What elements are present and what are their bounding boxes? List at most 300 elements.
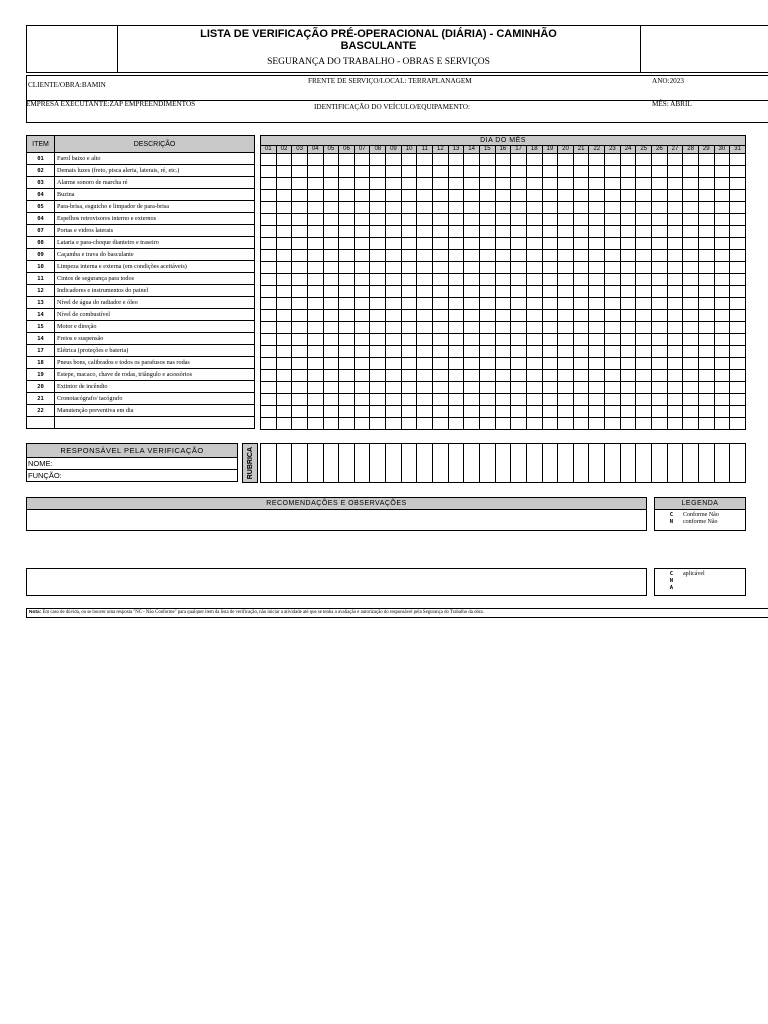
day-check-cell[interactable] [495,346,511,358]
day-check-cell[interactable] [479,250,495,262]
day-check-cell[interactable] [433,370,449,382]
day-check-cell[interactable] [558,154,574,166]
day-check-cell[interactable] [558,214,574,226]
day-check-cell[interactable] [495,238,511,250]
day-check-cell[interactable] [433,346,449,358]
day-check-cell[interactable] [370,250,386,262]
day-check-cell[interactable] [636,178,652,190]
day-check-cell[interactable] [370,154,386,166]
day-check-cell[interactable] [495,262,511,274]
day-check-cell[interactable] [589,286,605,298]
day-check-cell[interactable] [620,214,636,226]
day-check-cell[interactable] [261,286,277,298]
day-check-cell[interactable] [511,418,527,430]
day-check-cell[interactable] [683,166,699,178]
day-check-cell[interactable] [370,358,386,370]
day-check-cell[interactable] [307,202,323,214]
day-check-cell[interactable] [698,310,714,322]
day-check-cell[interactable] [417,226,433,238]
day-check-cell[interactable] [261,394,277,406]
day-check-cell[interactable] [667,226,683,238]
day-check-cell[interactable] [276,274,292,286]
rubrica-cell[interactable] [730,444,746,483]
day-check-cell[interactable] [464,202,480,214]
day-check-cell[interactable] [558,262,574,274]
day-check-cell[interactable] [605,250,621,262]
day-check-cell[interactable] [401,262,417,274]
day-check-cell[interactable] [526,238,542,250]
day-check-cell[interactable] [730,214,746,226]
day-check-cell[interactable] [714,214,730,226]
day-check-cell[interactable] [370,370,386,382]
day-check-cell[interactable] [542,418,558,430]
day-check-cell[interactable] [698,358,714,370]
day-check-cell[interactable] [386,166,402,178]
day-check-cell[interactable] [464,262,480,274]
day-check-cell[interactable] [307,178,323,190]
day-check-cell[interactable] [464,226,480,238]
day-check-cell[interactable] [683,286,699,298]
day-check-cell[interactable] [636,310,652,322]
day-check-cell[interactable] [417,334,433,346]
day-check-cell[interactable] [511,166,527,178]
day-check-cell[interactable] [652,154,668,166]
day-check-cell[interactable] [370,418,386,430]
day-check-cell[interactable] [698,334,714,346]
day-check-cell[interactable] [261,262,277,274]
day-check-cell[interactable] [292,394,308,406]
day-check-cell[interactable] [558,202,574,214]
day-check-cell[interactable] [714,310,730,322]
day-check-cell[interactable] [542,274,558,286]
rubrica-cell[interactable] [698,444,714,483]
day-check-cell[interactable] [307,394,323,406]
day-check-cell[interactable] [652,298,668,310]
day-check-cell[interactable] [339,274,355,286]
day-check-cell[interactable] [417,394,433,406]
day-check-cell[interactable] [479,358,495,370]
day-check-cell[interactable] [339,286,355,298]
rubrica-cell[interactable] [573,444,589,483]
day-check-cell[interactable] [495,178,511,190]
day-check-cell[interactable] [417,250,433,262]
day-check-cell[interactable] [276,226,292,238]
day-check-cell[interactable] [667,310,683,322]
day-check-cell[interactable] [261,190,277,202]
day-check-cell[interactable] [620,238,636,250]
day-check-cell[interactable] [401,358,417,370]
day-check-cell[interactable] [292,214,308,226]
day-check-cell[interactable] [495,298,511,310]
day-check-cell[interactable] [433,226,449,238]
day-check-cell[interactable] [307,334,323,346]
day-check-cell[interactable] [448,202,464,214]
day-check-cell[interactable] [636,238,652,250]
day-check-cell[interactable] [698,382,714,394]
recomendacoes-area[interactable] [26,509,647,531]
funcao-field[interactable]: FUNÇÃO: [27,470,238,482]
day-check-cell[interactable] [276,382,292,394]
day-check-cell[interactable] [276,178,292,190]
day-check-cell[interactable] [479,322,495,334]
day-check-cell[interactable] [417,262,433,274]
day-check-cell[interactable] [526,310,542,322]
day-check-cell[interactable] [323,334,339,346]
day-check-cell[interactable] [714,190,730,202]
day-check-cell[interactable] [292,286,308,298]
day-check-cell[interactable] [589,238,605,250]
day-check-cell[interactable] [261,322,277,334]
day-check-cell[interactable] [573,202,589,214]
day-check-cell[interactable] [292,190,308,202]
day-check-cell[interactable] [558,382,574,394]
day-check-cell[interactable] [292,250,308,262]
day-check-cell[interactable] [448,178,464,190]
day-check-cell[interactable] [354,382,370,394]
day-check-cell[interactable] [323,238,339,250]
day-check-cell[interactable] [698,406,714,418]
rubrica-cell[interactable] [714,444,730,483]
day-check-cell[interactable] [307,370,323,382]
day-check-cell[interactable] [433,202,449,214]
day-check-cell[interactable] [714,358,730,370]
day-check-cell[interactable] [433,250,449,262]
day-check-cell[interactable] [448,358,464,370]
day-check-cell[interactable] [307,298,323,310]
day-check-cell[interactable] [605,382,621,394]
rubrica-cell[interactable] [370,444,386,483]
day-check-cell[interactable] [495,382,511,394]
rubrica-cell[interactable] [464,444,480,483]
day-check-cell[interactable] [667,202,683,214]
day-check-cell[interactable] [636,298,652,310]
day-check-cell[interactable] [511,286,527,298]
day-check-cell[interactable] [495,334,511,346]
day-check-cell[interactable] [542,250,558,262]
day-check-cell[interactable] [667,190,683,202]
day-check-cell[interactable] [573,394,589,406]
day-check-cell[interactable] [292,202,308,214]
day-check-cell[interactable] [261,250,277,262]
day-check-cell[interactable] [730,382,746,394]
day-check-cell[interactable] [464,298,480,310]
day-check-cell[interactable] [605,394,621,406]
day-check-cell[interactable] [511,358,527,370]
day-check-cell[interactable] [698,202,714,214]
day-check-cell[interactable] [401,202,417,214]
day-check-cell[interactable] [370,406,386,418]
day-check-cell[interactable] [620,178,636,190]
day-check-cell[interactable] [339,298,355,310]
day-check-cell[interactable] [339,406,355,418]
day-check-cell[interactable] [339,382,355,394]
day-check-cell[interactable] [323,394,339,406]
day-check-cell[interactable] [526,226,542,238]
day-check-cell[interactable] [354,190,370,202]
day-check-cell[interactable] [605,310,621,322]
day-check-cell[interactable] [636,406,652,418]
day-check-cell[interactable] [714,262,730,274]
day-check-cell[interactable] [464,382,480,394]
day-check-cell[interactable] [401,310,417,322]
day-check-cell[interactable] [417,178,433,190]
day-check-cell[interactable] [667,178,683,190]
day-check-cell[interactable] [698,226,714,238]
day-check-cell[interactable] [526,154,542,166]
day-check-cell[interactable] [589,214,605,226]
day-check-cell[interactable] [605,370,621,382]
day-check-cell[interactable] [667,250,683,262]
day-check-cell[interactable] [261,382,277,394]
day-check-cell[interactable] [339,310,355,322]
day-check-cell[interactable] [386,382,402,394]
day-check-cell[interactable] [730,202,746,214]
day-check-cell[interactable] [495,250,511,262]
day-check-cell[interactable] [526,298,542,310]
day-check-cell[interactable] [683,238,699,250]
day-check-cell[interactable] [417,202,433,214]
day-check-cell[interactable] [386,154,402,166]
day-check-cell[interactable] [433,298,449,310]
day-check-cell[interactable] [292,406,308,418]
day-check-cell[interactable] [495,394,511,406]
day-check-cell[interactable] [261,358,277,370]
day-check-cell[interactable] [652,178,668,190]
day-check-cell[interactable] [714,394,730,406]
day-check-cell[interactable] [433,418,449,430]
day-check-cell[interactable] [261,154,277,166]
day-check-cell[interactable] [261,166,277,178]
identificacao-field[interactable]: IDENTIFICAÇÃO DO VEÍCULO/EQUIPAMENTO: [314,103,470,111]
day-check-cell[interactable] [526,322,542,334]
day-check-cell[interactable] [323,370,339,382]
day-check-cell[interactable] [370,202,386,214]
day-check-cell[interactable] [511,274,527,286]
rubrica-cell[interactable] [448,444,464,483]
day-check-cell[interactable] [620,322,636,334]
day-check-cell[interactable] [448,154,464,166]
day-check-cell[interactable] [479,226,495,238]
day-check-cell[interactable] [276,238,292,250]
day-check-cell[interactable] [370,274,386,286]
day-check-cell[interactable] [526,334,542,346]
day-check-cell[interactable] [307,322,323,334]
rubrica-cell[interactable] [386,444,402,483]
day-check-cell[interactable] [354,286,370,298]
day-check-cell[interactable] [339,190,355,202]
day-check-cell[interactable] [386,394,402,406]
day-check-cell[interactable] [511,226,527,238]
day-check-cell[interactable] [542,298,558,310]
day-check-cell[interactable] [683,190,699,202]
day-check-cell[interactable] [589,262,605,274]
day-check-cell[interactable] [448,238,464,250]
day-check-cell[interactable] [526,262,542,274]
day-check-cell[interactable] [652,238,668,250]
day-check-cell[interactable] [386,346,402,358]
day-check-cell[interactable] [620,382,636,394]
day-check-cell[interactable] [401,190,417,202]
day-check-cell[interactable] [730,238,746,250]
day-check-cell[interactable] [698,250,714,262]
day-check-cell[interactable] [417,310,433,322]
day-check-cell[interactable] [683,250,699,262]
day-check-cell[interactable] [495,406,511,418]
day-check-cell[interactable] [479,346,495,358]
day-check-cell[interactable] [573,310,589,322]
day-check-cell[interactable] [667,214,683,226]
day-check-cell[interactable] [605,334,621,346]
day-check-cell[interactable] [620,370,636,382]
day-check-cell[interactable] [276,190,292,202]
day-check-cell[interactable] [276,298,292,310]
day-check-cell[interactable] [433,190,449,202]
day-check-cell[interactable] [714,382,730,394]
day-check-cell[interactable] [479,334,495,346]
day-check-cell[interactable] [386,190,402,202]
day-check-cell[interactable] [448,418,464,430]
day-check-cell[interactable] [667,370,683,382]
day-check-cell[interactable] [339,418,355,430]
day-check-cell[interactable] [479,214,495,226]
day-check-cell[interactable] [698,154,714,166]
day-check-cell[interactable] [433,382,449,394]
day-check-cell[interactable] [667,406,683,418]
rubrica-cell[interactable] [667,444,683,483]
day-check-cell[interactable] [370,190,386,202]
day-check-cell[interactable] [683,178,699,190]
day-check-cell[interactable] [511,298,527,310]
day-check-cell[interactable] [464,238,480,250]
day-check-cell[interactable] [730,190,746,202]
rubrica-cell[interactable] [323,444,339,483]
day-check-cell[interactable] [573,406,589,418]
day-check-cell[interactable] [730,406,746,418]
day-check-cell[interactable] [652,274,668,286]
day-check-cell[interactable] [605,286,621,298]
day-check-cell[interactable] [339,370,355,382]
day-check-cell[interactable] [323,214,339,226]
day-check-cell[interactable] [589,202,605,214]
day-check-cell[interactable] [417,358,433,370]
day-check-cell[interactable] [511,346,527,358]
day-check-cell[interactable] [464,286,480,298]
day-check-cell[interactable] [636,154,652,166]
day-check-cell[interactable] [714,166,730,178]
day-check-cell[interactable] [605,190,621,202]
day-check-cell[interactable] [573,250,589,262]
day-check-cell[interactable] [370,286,386,298]
day-check-cell[interactable] [479,382,495,394]
day-check-cell[interactable] [636,418,652,430]
day-check-cell[interactable] [386,214,402,226]
day-check-cell[interactable] [464,418,480,430]
day-check-cell[interactable] [730,334,746,346]
day-check-cell[interactable] [730,178,746,190]
day-check-cell[interactable] [370,262,386,274]
day-check-cell[interactable] [558,322,574,334]
day-check-cell[interactable] [620,202,636,214]
day-check-cell[interactable] [323,190,339,202]
day-check-cell[interactable] [573,346,589,358]
day-check-cell[interactable] [636,370,652,382]
day-check-cell[interactable] [386,406,402,418]
day-check-cell[interactable] [448,190,464,202]
rubrica-cell[interactable] [307,444,323,483]
day-check-cell[interactable] [589,190,605,202]
day-check-cell[interactable] [526,418,542,430]
day-check-cell[interactable] [323,226,339,238]
day-check-cell[interactable] [652,406,668,418]
day-check-cell[interactable] [620,262,636,274]
day-check-cell[interactable] [542,226,558,238]
day-check-cell[interactable] [511,370,527,382]
day-check-cell[interactable] [479,406,495,418]
rubrica-cell[interactable] [339,444,355,483]
day-check-cell[interactable] [370,226,386,238]
day-check-cell[interactable] [698,298,714,310]
rubrica-cell[interactable] [511,444,527,483]
day-check-cell[interactable] [276,406,292,418]
day-check-cell[interactable] [605,178,621,190]
day-check-cell[interactable] [573,226,589,238]
day-check-cell[interactable] [339,346,355,358]
day-check-cell[interactable] [573,418,589,430]
day-check-cell[interactable] [292,370,308,382]
day-check-cell[interactable] [667,334,683,346]
nome-field[interactable]: NOME: [27,458,238,470]
day-check-cell[interactable] [620,154,636,166]
rubrica-cell[interactable] [276,444,292,483]
day-check-cell[interactable] [354,370,370,382]
day-check-cell[interactable] [386,334,402,346]
rubrica-cell[interactable] [261,444,277,483]
day-check-cell[interactable] [261,226,277,238]
day-check-cell[interactable] [386,178,402,190]
day-check-cell[interactable] [307,238,323,250]
rubrica-cell[interactable] [433,444,449,483]
day-check-cell[interactable] [667,298,683,310]
day-check-cell[interactable] [323,250,339,262]
day-check-cell[interactable] [495,166,511,178]
day-check-cell[interactable] [636,202,652,214]
day-check-cell[interactable] [339,226,355,238]
day-check-cell[interactable] [698,214,714,226]
day-check-cell[interactable] [276,418,292,430]
day-check-cell[interactable] [558,394,574,406]
day-check-cell[interactable] [605,298,621,310]
day-check-cell[interactable] [479,274,495,286]
day-check-cell[interactable] [683,394,699,406]
day-check-cell[interactable] [542,382,558,394]
day-check-cell[interactable] [636,286,652,298]
day-check-cell[interactable] [464,274,480,286]
day-check-cell[interactable] [667,382,683,394]
day-check-cell[interactable] [448,394,464,406]
day-check-cell[interactable] [558,238,574,250]
day-check-cell[interactable] [276,322,292,334]
day-check-cell[interactable] [714,346,730,358]
day-check-cell[interactable] [698,394,714,406]
day-check-cell[interactable] [683,226,699,238]
day-check-cell[interactable] [479,418,495,430]
rubrica-cell[interactable] [620,444,636,483]
day-check-cell[interactable] [401,238,417,250]
day-check-cell[interactable] [276,334,292,346]
day-check-cell[interactable] [526,394,542,406]
day-check-cell[interactable] [433,214,449,226]
day-check-cell[interactable] [573,262,589,274]
